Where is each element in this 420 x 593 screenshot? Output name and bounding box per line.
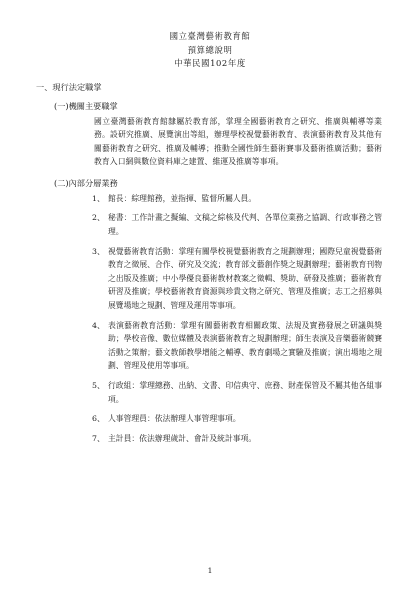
fiscal-year: 中華民國102年度 (174, 58, 246, 68)
list-item (92, 319, 382, 373)
item-text: 人事管理員：依法辦理人事管理事項。 (108, 414, 241, 424)
duties-paragraph: 國立臺灣藝術教育館隸屬於教育部，掌理全國藝術教育之研究、推廣與輔導等業務。設研究推廣、展覽演出等組，辦理學校視覺藝術教育、表演藝術教育及其他有關藝術教育之研究、推廣及輔導；推動全國性師生藝術賽事及藝術推廣活動；藝術教育入口網與數位資料庫之建置、維運及推廣等事項。 (94, 116, 382, 167)
doc-title: 預算總說明 (187, 44, 233, 55)
list-item (92, 192, 382, 206)
list-item (92, 379, 382, 406)
item-text: 館長：綜理館務，並指揮、監督所屬人員。 (108, 193, 257, 203)
item-number: 4、 (92, 320, 105, 330)
list-item (92, 412, 382, 426)
item-number: 1、 (92, 193, 105, 203)
page-number: 1 (207, 566, 213, 575)
item-number: 2、 (92, 213, 105, 223)
item-number: 3、 (92, 246, 105, 256)
item-text: 視覺藝術教育活動：掌理有關學校視覺藝術教育之規劃辦理；國際兒童視覺藝術教育之徵展、合作、研究及交流；教育部文藝創作獎之規劃辦理；藝術教育刊物之出版及推廣；中小學優良藝術教材教案之徵輯、獎助、研發及推廣；藝術教育研習及推廣；學校藝術教育資源與珍貴文物之研究、管理及推廣；志工之招募與展覽場地之規劃、管理及運用等事項。 (108, 246, 382, 311)
item-text: 秘書：工作計畫之擬編、文稿之綜核及代判、各單位業務之協調、行政事務之管理。 (108, 213, 382, 237)
item-number: 6、 (92, 414, 105, 424)
list-item (92, 432, 382, 446)
division-list (92, 192, 382, 446)
list-item (92, 211, 382, 238)
org-name: 國立臺灣藝術教育館 (169, 31, 251, 41)
subsection-title-divisions: (二)內部分層業務 (54, 177, 118, 188)
document-header (32, 30, 388, 71)
item-number: 7、 (92, 433, 105, 443)
item-text: 行政組：掌理總務、出納、文書、印信典守、庶務、財產保管及不屬其他各組事項。 (108, 381, 382, 404)
item-text: 主計員：依法辦理歲計、會計及統計事項。 (108, 433, 257, 443)
item-text: 表演藝術教育活動：掌理有關藝術教育相關政策、法規及實務發展之研議與獎助；學校音像、數位媒體及表演藝術教育之規劃辦理；師生表演及音樂藝術競賽活動之策辦；藝文教師教學增能之輔導、教育劇場之實驗及推廣；演出場地之規劃、管理及使用等事項。 (108, 320, 382, 371)
section-title: 一、現行法定職掌 (36, 81, 102, 92)
item-number: 5、 (92, 381, 105, 390)
list-item (92, 245, 382, 313)
subsection-title-duties: (一)機關主要職掌 (54, 100, 118, 111)
